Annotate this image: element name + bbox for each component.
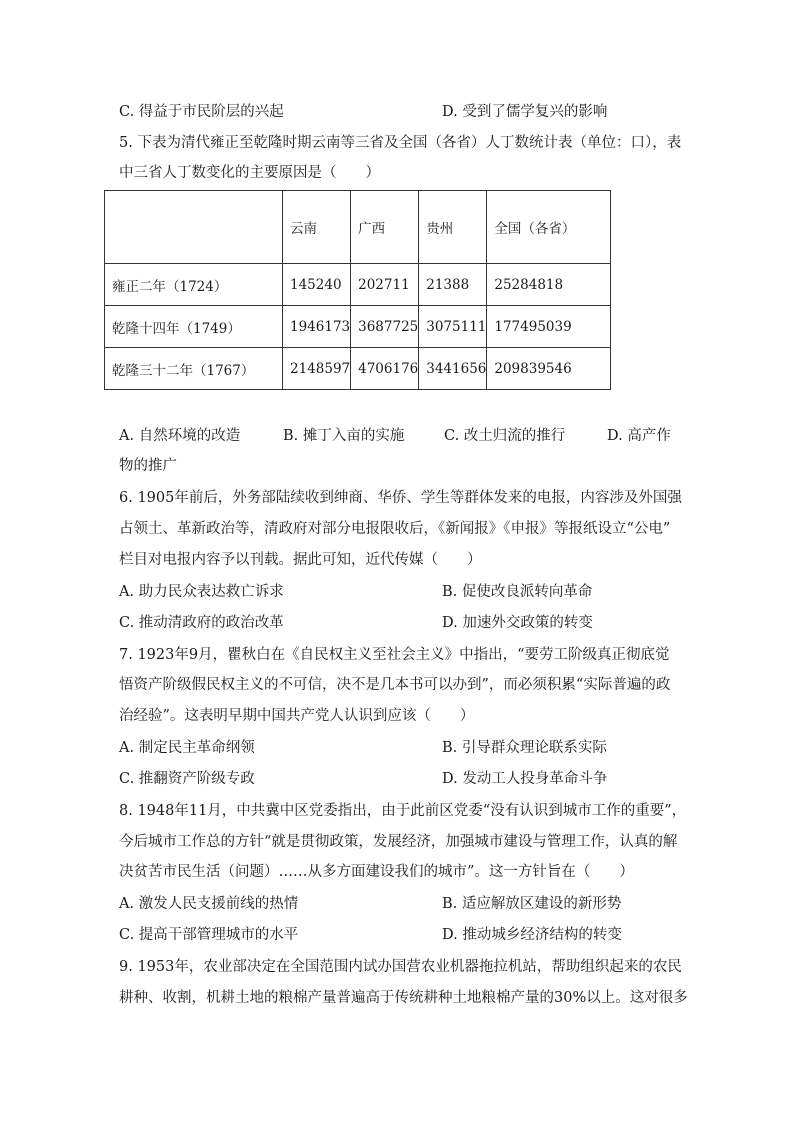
- q8-stem-line-3: 决贫苦市民生活（问题）……从多方面建设我们的城市”。这一方针旨在（ ）: [119, 864, 634, 880]
- table-cell: 21388: [419, 264, 487, 306]
- table-cell: 209839546: [487, 348, 611, 390]
- q5-option-d-continued: 物的推广: [119, 458, 177, 474]
- table-header-cell: [105, 191, 283, 264]
- q5-option-a: A. 自然环境的改造: [119, 428, 241, 444]
- q5-option-c: C. 改土归流的推行: [444, 428, 566, 444]
- q6-stem-line-3: 栏目对电报内容予以刊载。据此可知，近代传媒（ ）: [119, 552, 482, 568]
- q8-option-c: C. 提高干部管理城市的水平: [119, 927, 299, 943]
- q8-option-d: D. 推动城乡经济结构的转变: [442, 927, 622, 943]
- table-cell: 乾隆三十二年（1767）: [105, 348, 283, 390]
- q5-option-d: D. 高产作: [607, 428, 671, 444]
- table-cell: 2148597: [283, 348, 351, 390]
- q6-option-c: C. 推动清政府的政治改革: [119, 615, 284, 631]
- q5-option-b: B. 摊丁入亩的实施: [283, 428, 405, 444]
- q9-stem-line-1: 9. 1953年，农业部决定在全国范围内试办国营农业机器拖拉机站，帮助组织起来的农民: [119, 959, 682, 975]
- q8-option-b: B. 适应解放区建设的新形势: [442, 896, 622, 912]
- table-cell: 3687725: [351, 306, 419, 348]
- q7-option-a: A. 制定民主革命纲领: [119, 740, 255, 756]
- q6-stem-line-1: 6. 1905年前后，外务部陆续收到绅商、华侨、学生等群体发来的电报，内容涉及外国强: [119, 490, 682, 506]
- q6-option-a: A. 助力民众表达救亡诉求: [119, 584, 284, 600]
- q5-stem-line-1: 5. 下表为清代雍正至乾隆时期云南等三省及全国（各省）人丁数统计表（单位：口），表: [119, 135, 682, 151]
- q7-option-b: B. 引导群众理论联系实际: [442, 740, 607, 756]
- q9-stem-line-2: 耕种、收割，机耕土地的粮棉产量普遍高于传统耕种土地粮棉产量的30%以上。这对很多: [119, 990, 688, 1006]
- q8-stem-line-1: 8. 1948年11月，中共冀中区党委指出，由于此前区党委“没有认识到城市工作的重要”，: [119, 803, 687, 819]
- population-table: [104, 190, 611, 390]
- table-row: [105, 348, 611, 390]
- table-header-cell: 贵州: [419, 191, 487, 264]
- table-cell: 乾隆十四年（1749）: [105, 306, 283, 348]
- table-header-row: [105, 191, 611, 264]
- table-cell: 202711: [351, 264, 419, 306]
- q6-option-b: B. 促使改良派转向革命: [442, 584, 593, 600]
- table-cell: 1946173: [283, 306, 351, 348]
- table-cell: 145240: [283, 264, 351, 306]
- table-header-cell: 广西: [351, 191, 419, 264]
- q7-stem-line-1: 7. 1923年9月，瞿秋白在《自民权主义至社会主义》中指出，“要劳工阶级真正彻底觉: [119, 647, 670, 663]
- q7-option-c: C. 推翻资产阶级专政: [119, 771, 255, 787]
- table-header-cell: 全国（各省）: [487, 191, 611, 264]
- q7-stem-line-3: 治经验”。这表明早期中国共产党人认识到应该（ ）: [119, 708, 475, 724]
- table-cell: 25284818: [487, 264, 611, 306]
- table-header-cell: 云南: [283, 191, 351, 264]
- q7-stem-line-2: 悟资产阶级假民权主义的不可信，决不是几本书可以办到”，而必须积累“实际普遍的政: [119, 677, 671, 693]
- prev-question-option-c: C. 得益于市民阶层的兴起: [119, 104, 284, 120]
- prev-question-option-d: D. 受到了儒学复兴的影响: [442, 104, 608, 120]
- table-cell: 4706176: [351, 348, 419, 390]
- q8-option-a: A. 激发人民支援前线的热情: [119, 896, 299, 912]
- q6-stem-line-2: 占领土、革新政治等，清政府对部分电报限收后，《新闻报》《申报》等报纸设立“公电”: [119, 521, 671, 537]
- q7-option-d: D. 发动工人投身革命斗争: [442, 771, 608, 787]
- table-cell: 雍正二年（1724）: [105, 264, 283, 306]
- table-cell: 177495039: [487, 306, 611, 348]
- table-cell: 3075111: [419, 306, 487, 348]
- table-row: [105, 264, 611, 306]
- q8-stem-line-2: 今后城市工作总的方针“就是贯彻政策，发展经济，加强城市建设与管理工作，认真的解: [119, 834, 678, 850]
- table-cell: 3441656: [419, 348, 487, 390]
- q5-stem-line-2: 中三省人丁数变化的主要原因是（ ）: [119, 165, 380, 181]
- q6-option-d: D. 加速外交政策的转变: [442, 615, 593, 631]
- table-row: [105, 306, 611, 348]
